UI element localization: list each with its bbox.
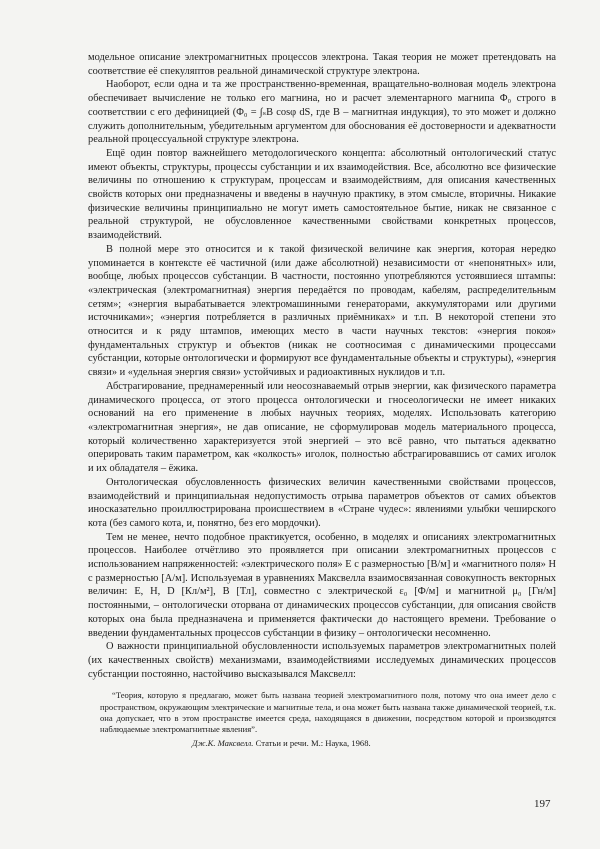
paragraph-7: Тем не менее, нечто подобное практикуется, особенно, в моделях и описаниях электромагнитных процессов. Наиболее отчётливо это проявляется при описании электромагнитных процессов с использованием напряженностей: «электрического поля» E с размерностью [В/м] и «магнитного поля» H с размерностью [А/м]. Используемая в уравнениях Максвелла взаимосвязанная совокупность векторных величин: E, H, D [Кл/м²], B [Тл], совместно с электрической ε₀ [Ф/м] и магнитной μ₀ [Гн/м] постоянными, – онтологически оторвана от динамических процессов субстанции, для описания свойств которых она была предназначена и применяется фактически до настоящего времени. Требование о введении фундаментальных процессов субстанции в физику – онтологически несомненно. bbox=[88, 531, 556, 639]
page-number: 197 bbox=[534, 798, 551, 810]
quote-source bbox=[100, 738, 556, 749]
paragraph-8: О важности принципиальной обусловленности используемых параметров электромагнитных полей (их качественных свойств) механизмами, взаимодействиями исследуемых динамических процессов субстанции постоянно, настойчиво высказывался Максвелл: bbox=[88, 641, 556, 680]
quote-author: Дж.К. Максвелл. bbox=[192, 738, 254, 749]
paragraph-4: В полной мере это относится и к такой физической величине как энергия, которая нередко упоминается в контексте её частичной (или даже абсолютной) независимости от «непонятных» или, вообще, любых процессов субстанции. В частности, постоянно употребляются устоявшиеся штампы: «электрическая (электромагнитная) энергия передаётся по проводам, кабелям, распределительным сетям»; «энергия вырабатывается электромашинными генераторами, аккумуляторами или другими источниками»; «энергия потребляется в различных приёмниках» и т.п. В некоторой степени это относится и к ряду штампов, имеющих место в части научных текстов: «энергия покоя» фундаментальных структур и объектов (никак не соотносимая с динамическими процессами субстанции, которые онтологически и формируют все фундаментальные объекты и структуры), «энергия связи» и «удельная энергия связи» устойчивых и радиоактивных нуклидов и т.п. bbox=[88, 243, 556, 379]
body-text bbox=[88, 51, 556, 749]
paragraph-3: Ещё один повтор важнейшего методологического концепта: абсолютный онтологический статус имеют объекты, структуры, процессы субстанции и их взаимодействия. Все, абсолютно все физические величины по отношению к структурам, процессам и взаимодействиям, для описания качественных свойств которых они предназначены и введены в научную практику, в этом смысле, вторичны. Никакие физические величины принципиально не могут иметь самостоятельное бытие, никак не связанное с реальной структурой, не обусловленное качественными свойствами конкретных процессов, взаимодействий. bbox=[88, 147, 556, 242]
paragraph-1: модельное описание электромагнитных процессов электрона. Такая теория не может претендовать на соответствие её спекуляптов реальной динамической структуре электрона. bbox=[88, 52, 556, 77]
quote-text: “Теория, которую я предлагаю, может быть названа теорией электромагнитного поля, потому что она имеет дело с пространством, окружающим электрические и магнитные тела, и она может быть названа также динамической теорией, т.к. она допускает, что в этом пространстве имеется среда, находящаяся в движении, посредством которой и производятся наблюдаемые электромагнитные явления”. bbox=[100, 690, 556, 734]
paragraph-2: Наоборот, если одна и та же пространственно-временная, вращательно-волновая модель электрона обеспечивает вычисление не только его магнина, но и расчет элементарного магнипа Φ₀ строго в соответствии с его дефиницией (Φ₀ = ∫ₛB cosφ dS, где B – магнитная индукция), то это может и должно служить дополнительным, убедительным аргументом для обоснования её достоверности и адекватности реальной процессуальной структуре электрона. bbox=[88, 79, 556, 146]
paragraph-5: Абстрагирование, преднамеренный или неосознаваемый отрыв энергии, как физического параметра динамического процесса, от этого процесса онтологически и гносеологически не имеет никаких оснований на его применение в любых научных теориях, моделях. Использовать категорию «электромагнитная энергия», не дав описание, не сформулировав модель материального процесса, который количественно характеризуется этой энергией – это всё равно, что пытаться адекватно оперировать таким параметром, как «колкость» иголок, полностью абстрагировавшись от самих иголок и их обладателя – ёжика. bbox=[88, 380, 556, 475]
paragraph-6: Онтологическая обусловленность физических величин качественными свойствами процессов, взаимодействий и принципиальная недопустимость отрыва параметров объектов от самих объектов иносказательно проиллюстрирована происшествием в «Стране чудес»: явлениями улыбки чеширского кота (без самого кота, и, понятно, без его мордочки). bbox=[88, 476, 556, 529]
quote-reference: Статьи и речи. М.: Наука, 1968. bbox=[255, 738, 371, 749]
maxwell-quote bbox=[88, 690, 556, 749]
